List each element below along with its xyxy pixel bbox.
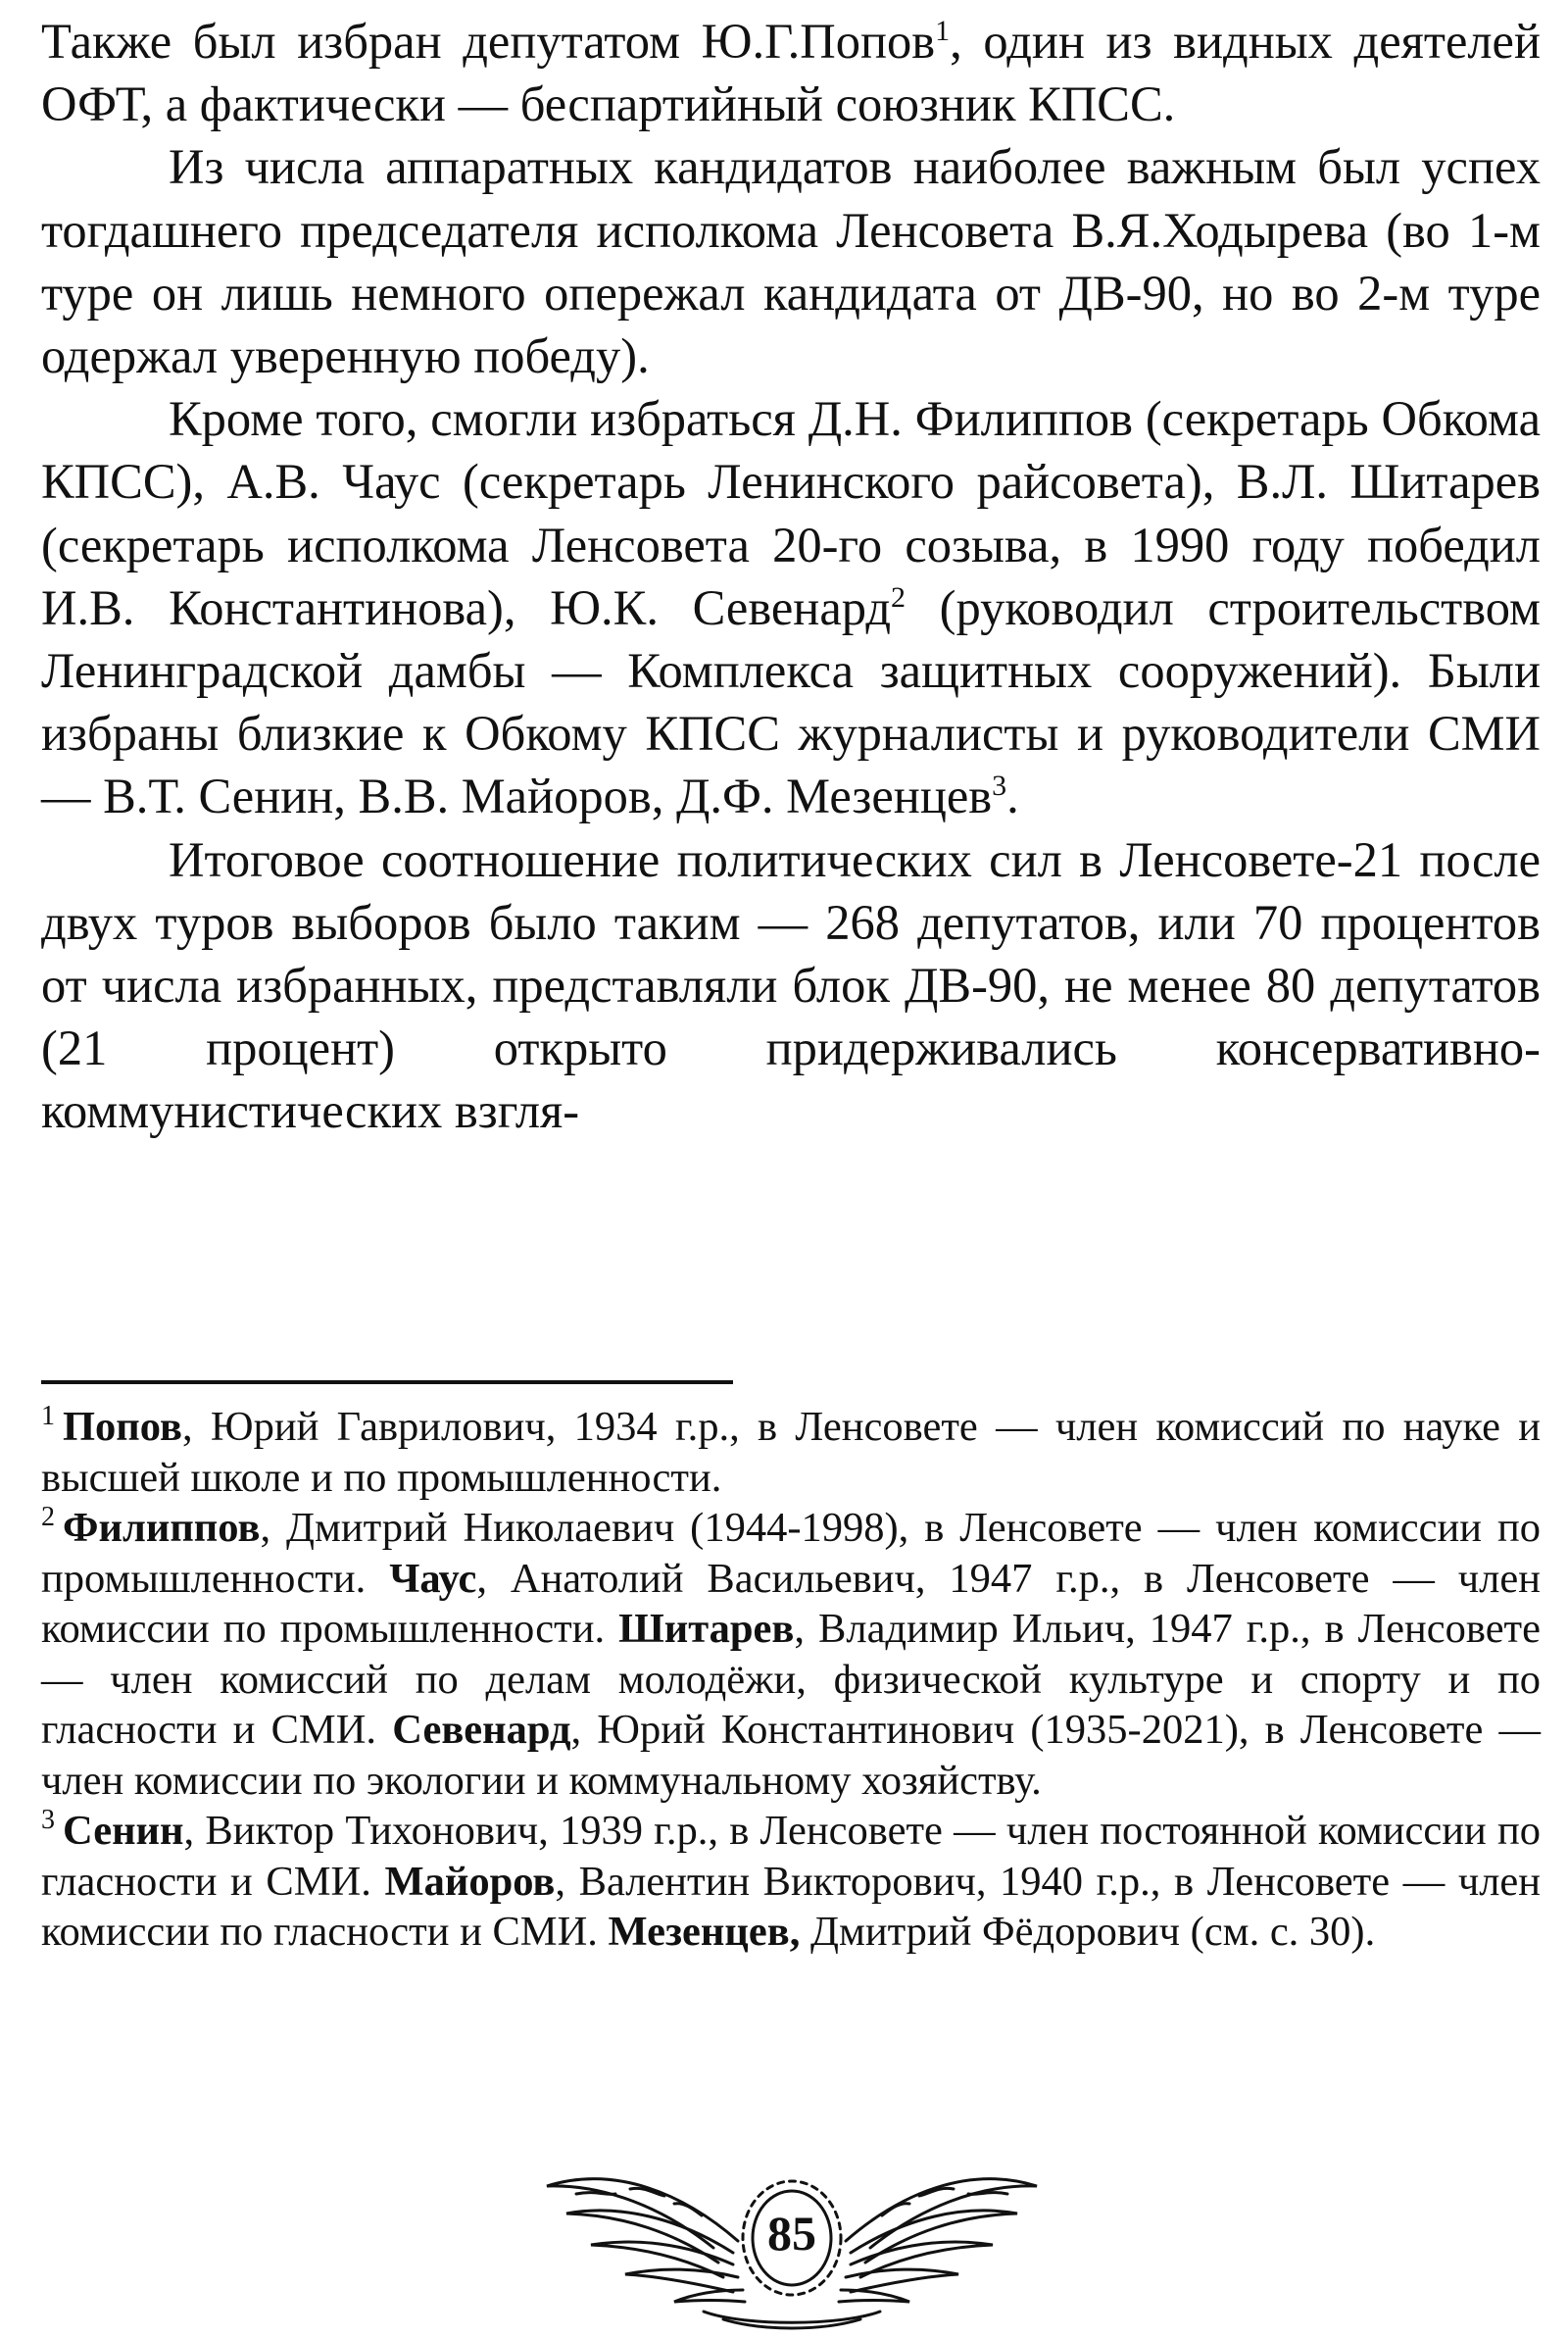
text-run: , Валентин Викторович, 1940 г.р., в Ленсовете — член комиссии по гласности и СМИ. [41,1858,1542,1955]
footnote-number: 3 [41,1805,55,1835]
text-run: , Юрий Константинович (1935-2021), в Ленсовете — член комиссии по экологии и коммунальному хозяйству. [41,1707,1542,1804]
text-run: , Виктор Тихонович, 1939 г.р., в Ленсовете — член постоянной комиссии по гласности и СМИ. [41,1808,1541,1905]
footnote-number: 1 [41,1401,55,1431]
bold-name: Майоров [384,1858,556,1905]
book-page [41,0,1542,1955]
text-run: Итоговое соотношение политических сил в Ленсовете-21 после двух туров выборов было таким — 268 депутатов, или 70 процентов от числа избранных, представляли блок ДВ-90, не менее 80 депутатов (21 процент) открыто придерживались консервативно-коммунистических взгля- [41,831,1541,1139]
text-run: Также был избран депутатом Ю.Г.Попов [41,14,936,69]
footnote [41,1806,1541,1958]
page-number-ornament [537,2125,1047,2331]
text-run: Дмитрий Фёдорович (см. с. 30). [800,1909,1376,1955]
body-paragraph [41,828,1541,1143]
text-run: (руководил строительством Ленинградской дамбы — Комплекса защитных сооружений). Были избраны близкие к Обкому КПСС журналисты и руководители СМИ — В.Т. Сенин, В.В. Майоров, Д.Ф. Мезенцев [41,579,1541,824]
text-run: , Анатолий Васильевич, 1947 г.р., в Ленсовете — член комиссии по промышленности. [41,1555,1541,1652]
footnote-reference: 2 [891,580,906,614]
bold-name: Попов [63,1404,182,1450]
text-run: , Владимир Ильич, 1947 г.р., в Ленсовете — член комиссий по делам молодёжи, физической культуре и спорту и по гласности и СМИ. [41,1606,1541,1753]
bold-name: Чаус [389,1555,477,1602]
text-run: Из числа аппаратных кандидатов наиболее важным был успех тогдашнего председателя исполкома Ленсовета В.Я.Ходырева (во 1-м туре он лишь немного опережал кандидата от ДВ-90, но во 2-м туре одержал уверенную победу). [41,139,1541,384]
footnote-reference: 1 [935,15,951,47]
text-run: , Юрий Гаврилович, 1934 г.р., в Ленсовете — член комиссий по науке и высшей школе и по промышленности. [41,1404,1541,1501]
main-text [41,0,1541,1143]
body-paragraph [41,387,1541,827]
bold-name: Шитарев [618,1606,795,1652]
footnote [41,1402,1541,1503]
text-run: . [1006,769,1019,824]
body-paragraph [41,135,1541,387]
footnote [41,1503,1541,1806]
text-run: Кроме того, смогли избраться Д.Н. Филиппов (секретарь Обкома КПСС), А.В. Чаус (секретарь Ленинского райсовета), В.Л. Шитарев (секретарь исполкома Ленсовета 20-го созыва, в 1990 году победил И.В. Константинова), Ю.К. Севенард [41,391,1541,635]
footnote-number: 2 [41,1502,55,1532]
bold-name: Сенин [63,1808,184,1854]
page-number: 85 [767,2206,816,2261]
footnotes [41,1402,1541,1958]
text-run: , Дмитрий Николаевич (1944-1998), в Ленсовете — член комиссии по промышленности. [41,1505,1541,1602]
footnote-separator [41,1380,733,1384]
bold-name: Мезенцев, [608,1909,801,1955]
body-paragraph [41,10,1541,135]
bold-name: Севенард [392,1707,571,1753]
text-run: , один из видных деятелей ОФТ, а фактически — беспартийный союзник КПСС. [41,14,1541,132]
footnote-reference: 3 [992,770,1007,803]
bold-name: Филиппов [63,1505,261,1551]
